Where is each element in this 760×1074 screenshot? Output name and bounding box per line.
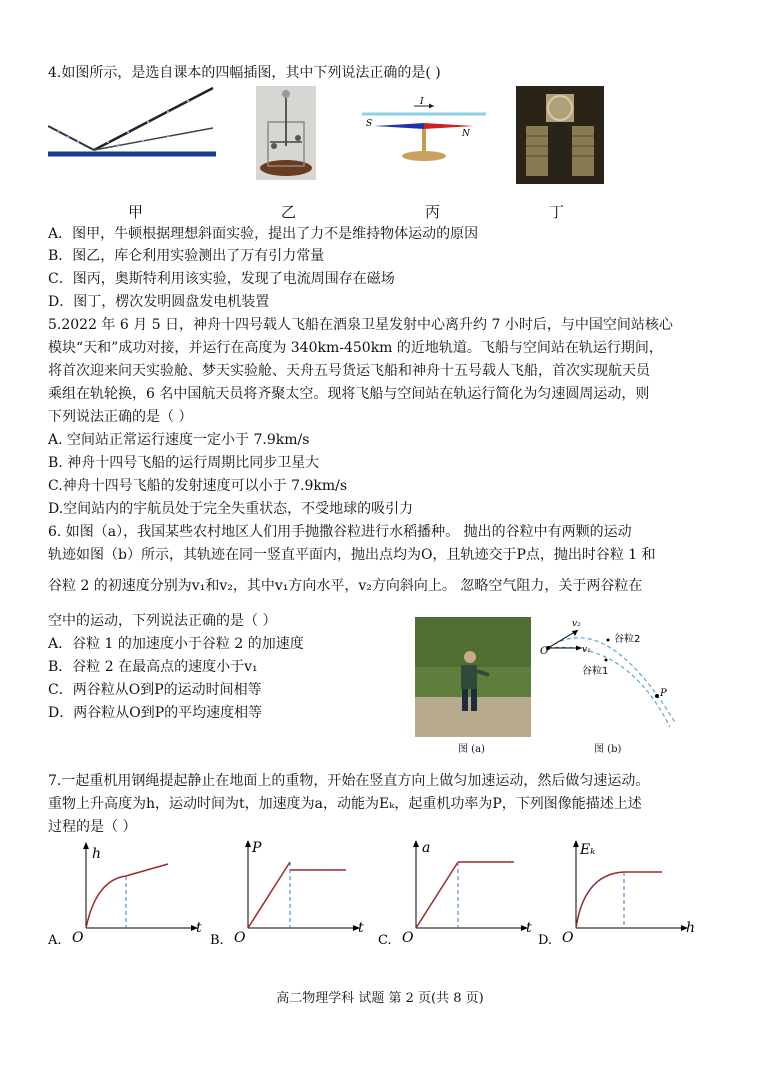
q7-graph-b <box>210 836 370 948</box>
option-label: D. <box>538 933 553 948</box>
label-current: I <box>420 97 424 107</box>
axis-x-label: h <box>686 920 696 936</box>
q5-line-1: 5.2022 年 6 月 5 日，神舟十四号载人飞船在酒泉卫星发射中心离升约 7 小时后，与中国空间站核心 <box>48 317 673 333</box>
caption-yi: 乙 <box>281 203 297 221</box>
axis-x-label: t <box>358 920 364 936</box>
q7-graph-a <box>48 840 208 948</box>
q5-line-4: 乘组在轨轮换，6 名中国航天员将齐聚太空。现将飞船与空间站在轨运行简化为匀速圆周运动，则 <box>48 386 650 402</box>
q4-stem: 4.如图所示，是选自课本的四幅插图，其中下列说法正确的是( ) <box>48 65 441 81</box>
origin-label: O <box>72 930 84 946</box>
q6-line-4: 空中的运动，下列说法正确的是（ ） <box>48 613 277 629</box>
q5-line-2: 模块“天和”成功对接，并运行在高度为 340km-450km 的近地轨道。飞船与空间站在轨运行期间， <box>48 340 663 356</box>
q5-line-5: 下列说法正确的是（ ） <box>48 409 193 425</box>
q7-graph-d <box>538 836 708 948</box>
label-north: N <box>462 129 470 139</box>
q4-option-b: B．图乙，库仑利用实验测出了万有引力常量 <box>48 248 325 264</box>
q4-option-a: A．图甲，牛顿根据理想斜面实验，提出了力不是维持物体运动的原因 <box>48 226 479 242</box>
q5-option-c: C.神舟十四号飞船的发射速度可以小于 7.9km/s <box>48 478 348 494</box>
q5-option-b: B. 神舟十四号飞船的运行周期比同步卫星大 <box>48 455 320 471</box>
q7-line-2: 重物上升高度为h，运动时间为t，加速度为a，动能为Eₖ，起重机功率为P，下列图像能描述上述 <box>48 796 642 812</box>
q5-option-a: A. 空间站正常运行速度一定小于 7.9km/s <box>48 432 310 448</box>
axis-y-label: P <box>252 840 262 856</box>
q7-line-3: 过程的是（ ） <box>48 819 137 835</box>
q7-graph-c <box>378 836 538 948</box>
label-grain-1: 谷粒1 <box>582 666 609 677</box>
label-v1: v₁ <box>582 645 591 655</box>
q5-line-3: 将首次迎来问天实验舱、梦天实验舱、天舟五号货运飞船和神舟十五号载人飞船，首次实现航天员 <box>48 363 650 379</box>
caption-jia: 甲 <box>128 203 144 221</box>
axis-y-label: a <box>422 840 431 856</box>
q4-figure-yi <box>256 86 316 180</box>
axis-x-label: t <box>196 920 202 936</box>
page-footer: 高二物理学科 试题 第 2 页(共 8 页) <box>276 991 484 1006</box>
q6-option-c: C．两谷粒从O到P的运动时间相等 <box>48 682 262 698</box>
origin-label: O <box>234 930 246 946</box>
q6-line-2: 轨迹如图（b）所示，其轨迹在同一竖直平面内，抛出点均为O，且轨迹交于P点，抛出时谷粒 1 和 <box>48 547 656 563</box>
q4-figure-ding <box>516 86 604 184</box>
origin-label: O <box>402 930 414 946</box>
axis-x-label: t <box>526 920 532 936</box>
q7-line-1: 7.一起重机用钢绳提起静止在地面上的重物，开始在竖直方向上做匀加速运动，然后做匀速运动。 <box>48 773 650 789</box>
q4-option-c: C．图丙，奥斯特利用该实验，发现了电流周围存在磁场 <box>48 271 395 287</box>
q6-figure-a-caption: 图 (a) <box>458 744 485 755</box>
q5-option-d: D.空间站内的宇航员处于完全失重状态，不受地球的吸引力 <box>48 501 414 517</box>
q6-option-d: D．两谷粒从O到P的平均速度相等 <box>48 705 263 721</box>
q4-option-d: D．图丁，楞次发明圆盘发电机装置 <box>48 294 270 310</box>
label-south: S <box>366 119 373 129</box>
axis-y-label: Eₖ <box>580 842 596 858</box>
label-origin: O <box>540 646 549 657</box>
label-point-p: P <box>660 688 667 699</box>
caption-ding: 丁 <box>549 203 565 221</box>
option-label: B. <box>210 933 224 948</box>
q4-figure-jia <box>48 86 216 176</box>
q6-figure-a-photo <box>415 617 531 737</box>
label-grain-2: 谷粒2 <box>614 634 641 645</box>
q6-option-b: B．谷粒 2 在最高点的速度小于v₁ <box>48 659 258 675</box>
option-label: A. <box>48 933 62 948</box>
q4-figure-bing <box>358 96 490 168</box>
q6-figure-b-caption: 图 (b) <box>594 744 622 755</box>
q6-figure-b <box>536 612 686 737</box>
caption-bing: 丙 <box>425 203 441 221</box>
label-v2: v₂ <box>572 619 581 629</box>
option-label: C. <box>378 933 392 948</box>
q6-line-1: 6. 如图（a），我国某些农村地区人们用手抛撒谷粒进行水稻播种。 抛出的谷粒中有两颗的运动 <box>48 524 632 540</box>
q6-line-3: 谷粒 2 的初速度分别为v₁和v₂，其中v₁方向水平，v₂方向斜向上。 忽略空气阻力，关于两谷粒在 <box>48 578 643 594</box>
origin-label: O <box>562 930 574 946</box>
axis-y-label: h <box>92 846 102 862</box>
q6-option-a: A．谷粒 1 的加速度小于谷粒 2 的加速度 <box>48 636 304 652</box>
